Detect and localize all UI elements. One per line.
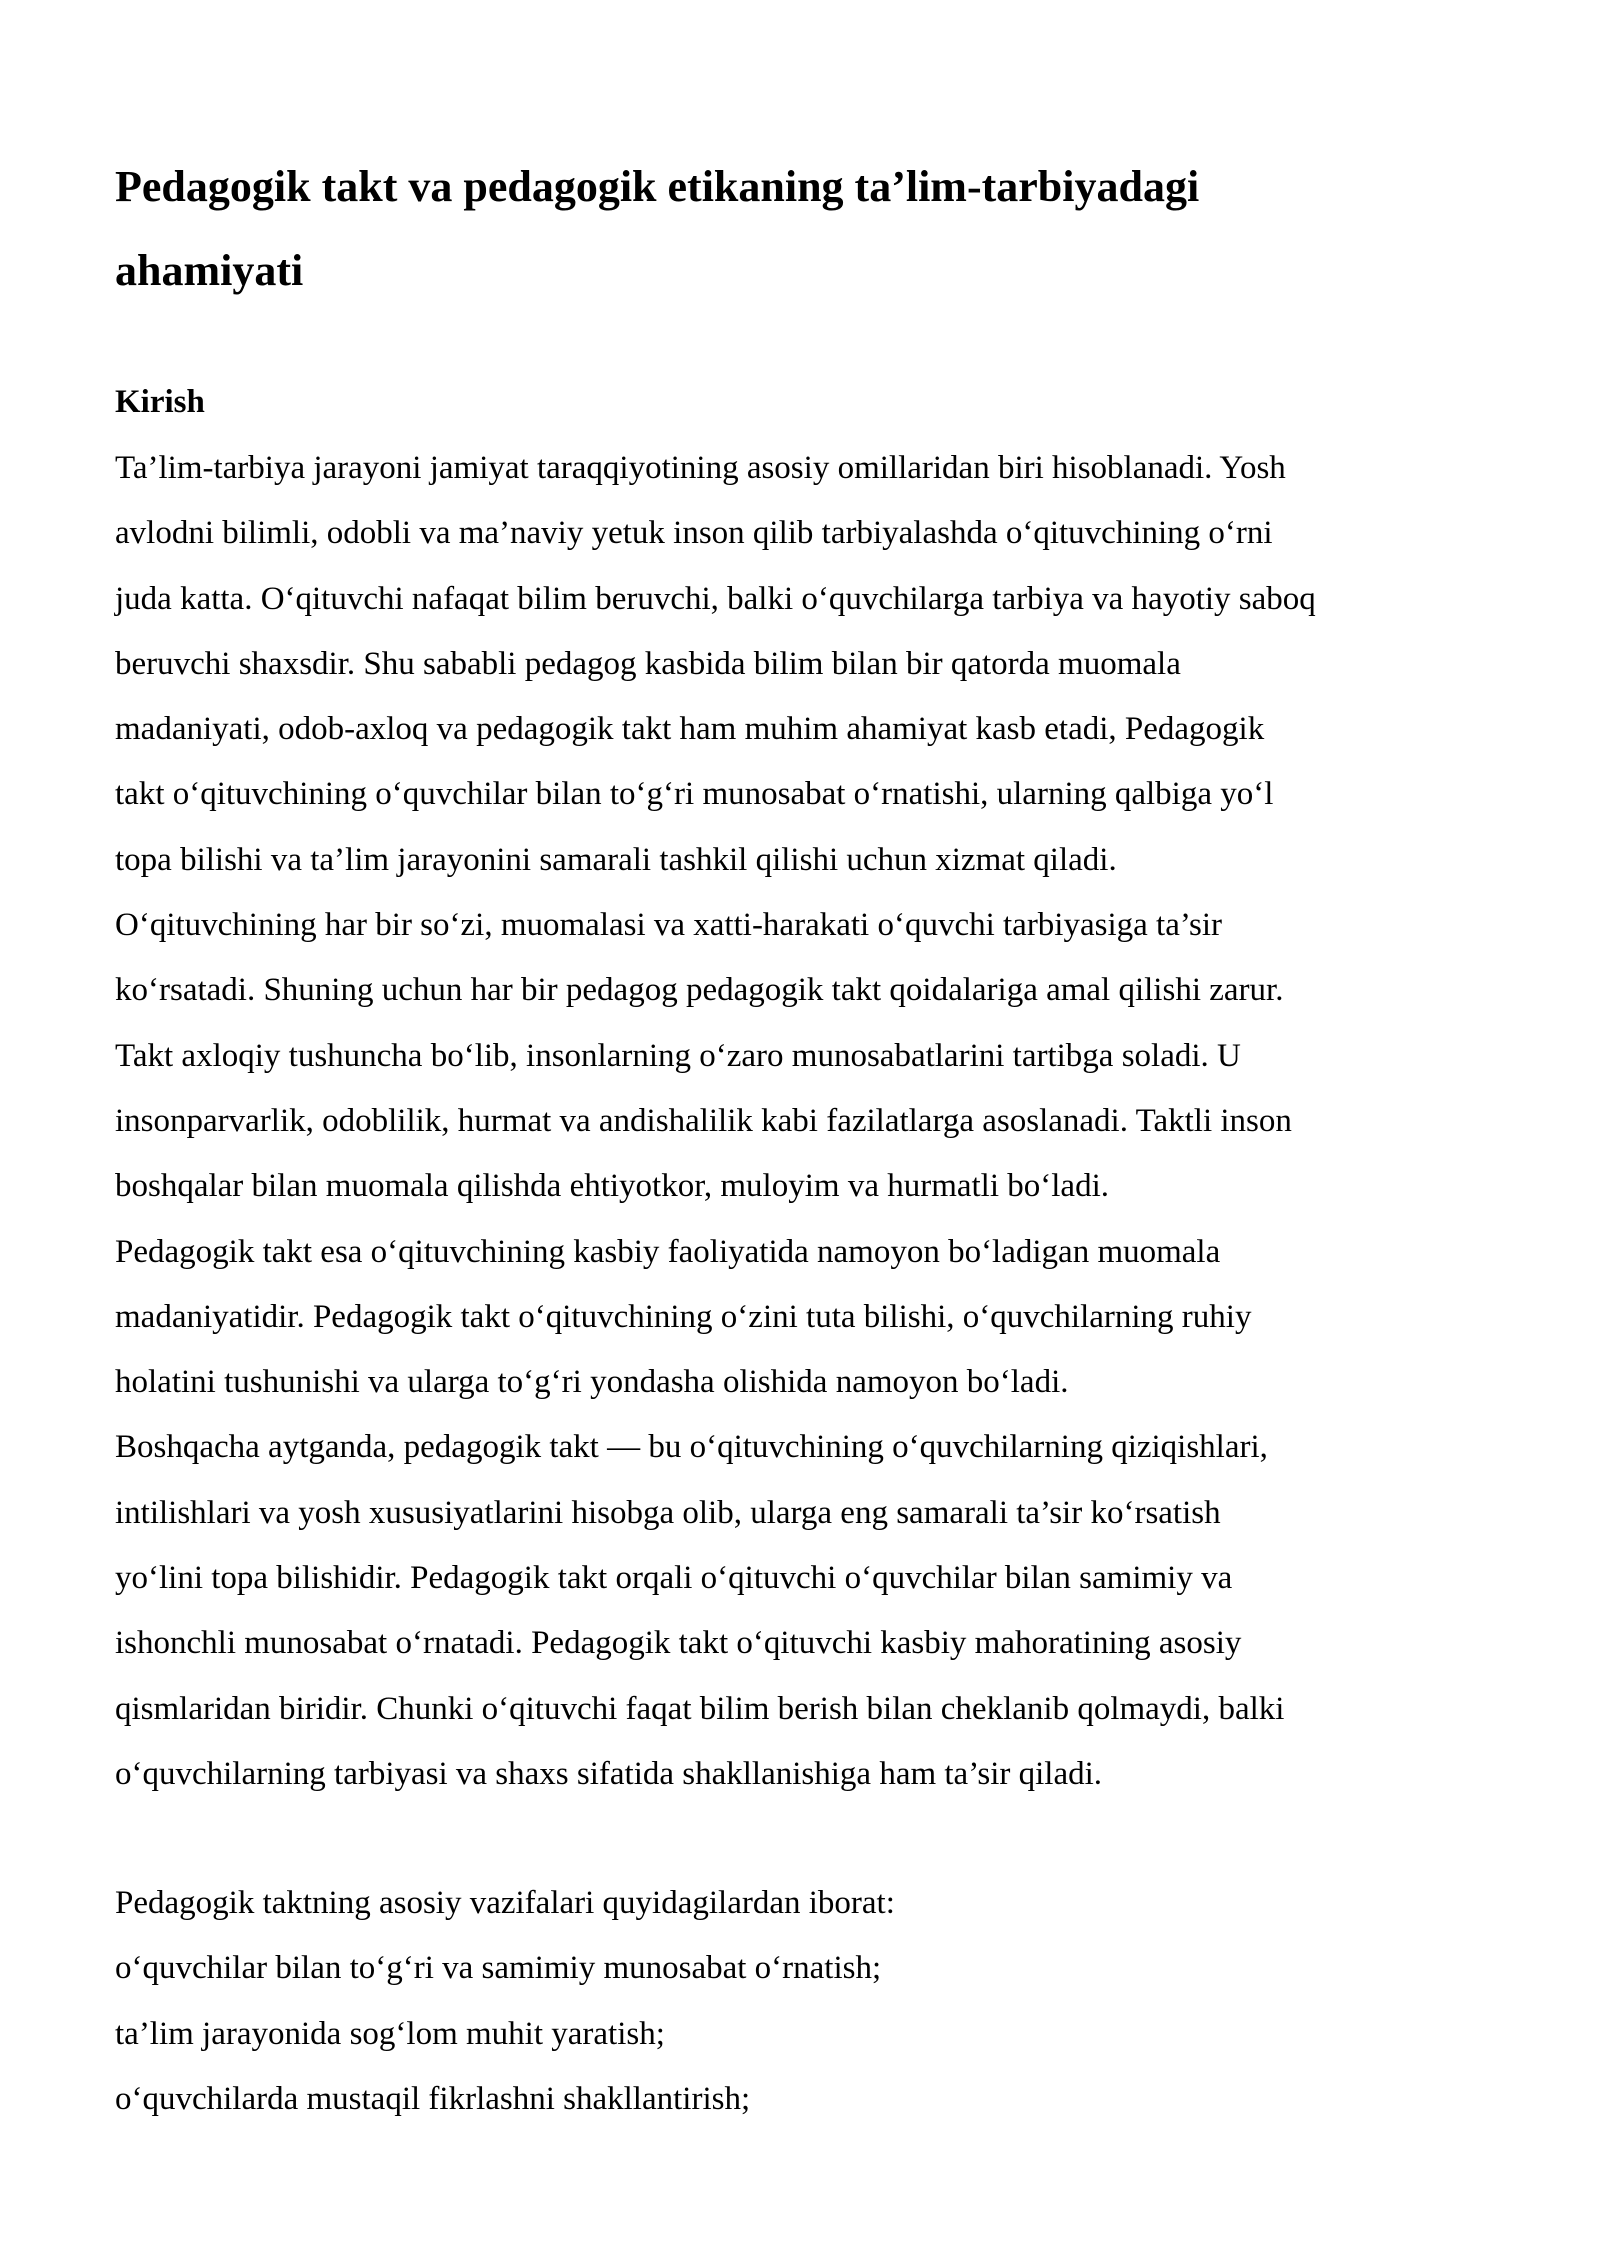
duties-list — [115, 1871, 895, 2132]
title-line: ahamiyati — [115, 246, 304, 295]
section-heading: Kirish — [115, 384, 205, 420]
body-line: o‘quvchilarning tarbiyasi va shaxs sifatida shakllanishiga ham ta’sir qiladi. — [115, 1755, 1103, 1792]
body-line: Boshqacha aytganda, pedagogik takt — bu o‘qituvchining o‘quvchilarning qiziqishlari, — [115, 1429, 1268, 1466]
title-line: Pedagogik takt va pedagogik etikaning ta’lim-tarbiyadagi — [115, 162, 1200, 211]
body-line: beruvchi shaxsdir. Shu sababli pedagog kasbida bilim bilan bir qatorda muomala — [115, 645, 1181, 682]
list-item: ta’lim jarayonida sog‘lom muhit yaratish; — [115, 2015, 665, 2052]
body-line: O‘qituvchining har bir so‘zi, muomalasi va xatti-harakati o‘quvchi tarbiyasiga ta’sir — [115, 907, 1223, 944]
body-line: avlodni bilimli, odobli va ma’naviy yetuk inson qilib tarbiyalashda o‘qituvchining o‘rni — [115, 515, 1273, 552]
body-line: ko‘rsatadi. Shuning uchun har bir pedagog pedagogik takt qoidalariga amal qilishi zarur. — [115, 972, 1284, 1009]
body-line: holatini tushunishi va ularga to‘g‘ri yondasha olishida namoyon bo‘ladi. — [115, 1364, 1069, 1401]
body-line: madaniyatidir. Pedagogik takt o‘qituvchining o‘zini tuta bilishi, o‘quvchilarning ruhiy — [115, 1298, 1252, 1335]
body-line: Ta’lim-tarbiya jarayoni jamiyat taraqqiyotining asosiy omillaridan biri hisoblanadi. Yosh — [115, 450, 1286, 486]
body-line: intilishlari va yosh xususiyatlarini hisobga olib, ularga eng samarali ta’sir ko‘rsatish — [115, 1494, 1221, 1531]
body-line: juda katta. O‘qituvchi nafaqat bilim beruvchi, balki o‘quvchilarga tarbiya va hayotiy saboq — [115, 580, 1316, 617]
body-line: Takt axloqiy tushuncha bo‘lib, insonlarning o‘zaro munosabatlarini tartibga soladi. U — [115, 1037, 1241, 1074]
body-line: insonparvarlik, odoblilik, hurmat va andishalilik kabi fazilatlarga asoslanadi. Taktli inson — [115, 1102, 1292, 1139]
body-line: ishonchli munosabat o‘rnatadi. Pedagogik takt o‘qituvchi kasbiy mahoratining asosiy — [115, 1625, 1242, 1662]
body-line: qismlaridan biridir. Chunki o‘qituvchi faqat bilim berish bilan cheklanib qolmaydi, balki — [115, 1690, 1285, 1727]
body-paragraphs — [115, 436, 1316, 1807]
body-line: topa bilishi va ta’lim jarayonini samarali tashkil qilishi uchun xizmat qiladi. — [115, 841, 1117, 878]
body-line: Pedagogik takt esa o‘qituvchining kasbiy faoliyatida namoyon bo‘ladigan muomala — [115, 1233, 1221, 1270]
list-item: o‘quvchilar bilan to‘g‘ri va samimiy munosabat o‘rnatish; — [115, 1950, 882, 1987]
list-item: o‘quvchilarda mustaqil fikrlashni shakllantirish; — [115, 2080, 751, 2117]
body-line: boshqalar bilan muomala qilishda ehtiyotkor, muloyim va hurmatli bo‘ladi. — [115, 1168, 1109, 1205]
body-line: madaniyati, odob-axloq va pedagogik takt ham muhim ahamiyat kasb etadi, Pedagogik — [115, 711, 1265, 748]
body-line: yo‘lini topa bilishidir. Pedagogik takt orqali o‘qituvchi o‘quvchilar bilan samimiy va — [115, 1560, 1233, 1597]
body-line: takt o‘qituvchining o‘quvchilar bilan to‘g‘ri munosabat o‘rnatishi, ularning qalbiga yo‘l — [115, 776, 1274, 813]
list-intro: Pedagogik taktning asosiy vazifalari quyidagilardan iborat: — [115, 1885, 895, 1921]
document-title — [115, 145, 1199, 313]
